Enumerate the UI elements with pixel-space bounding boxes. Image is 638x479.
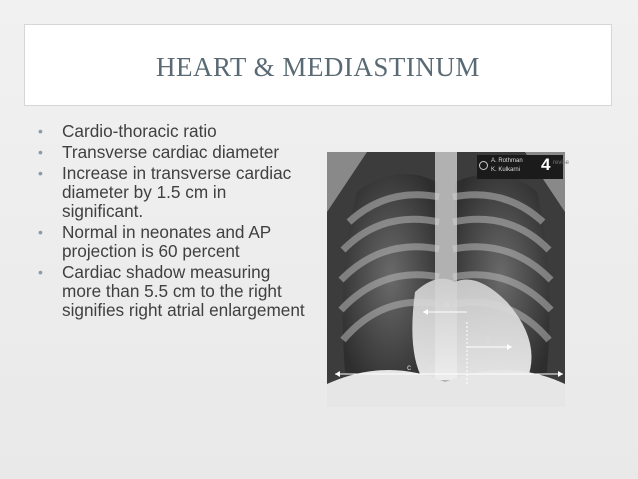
xray-credit-box [477,155,570,179]
credit-line-1: A. Rothman [491,158,523,164]
bullet-item [36,223,306,261]
measure-label-c: c [407,363,411,372]
measure-label-d: d [513,363,518,372]
credit-faded-text: revise [553,160,570,166]
bullet-text: Cardio-thoracic ratio [62,121,217,141]
measure-label-b: b [487,335,492,344]
bullet-item [36,143,306,162]
chest-xray-image [327,152,570,407]
bullet-dot-icon: • [38,165,43,181]
bullet-text: Increase in transverse cardiac diameter by 1.5 cm in significant. [62,163,292,221]
bullet-item [36,164,306,221]
bullet-item [36,263,306,320]
xray-drawing [327,152,565,407]
bullet-dot-icon: • [38,224,43,240]
title-box [24,24,612,106]
credit-line-2: K. Kulkarni [491,167,521,173]
bullet-text: Transverse cardiac diameter [62,142,280,162]
slide-title: HEART & MEDIASTINUM [156,52,480,82]
bullet-item [36,122,306,141]
bullet-dot-icon: • [38,144,43,160]
measure-label-a: a [445,300,450,309]
bullet-text: Normal in neonates and AP projection is 60 percent [62,222,271,261]
bullet-text: Cardiac shadow measuring more than 5.5 cm to the right signifies right atrial enlargement [62,262,305,320]
credit-number: 4 [541,155,551,174]
bullet-dot-icon: • [38,264,43,280]
copyright-icon [479,161,488,170]
bullet-list [36,122,306,322]
bullet-dot-icon: • [38,123,43,139]
